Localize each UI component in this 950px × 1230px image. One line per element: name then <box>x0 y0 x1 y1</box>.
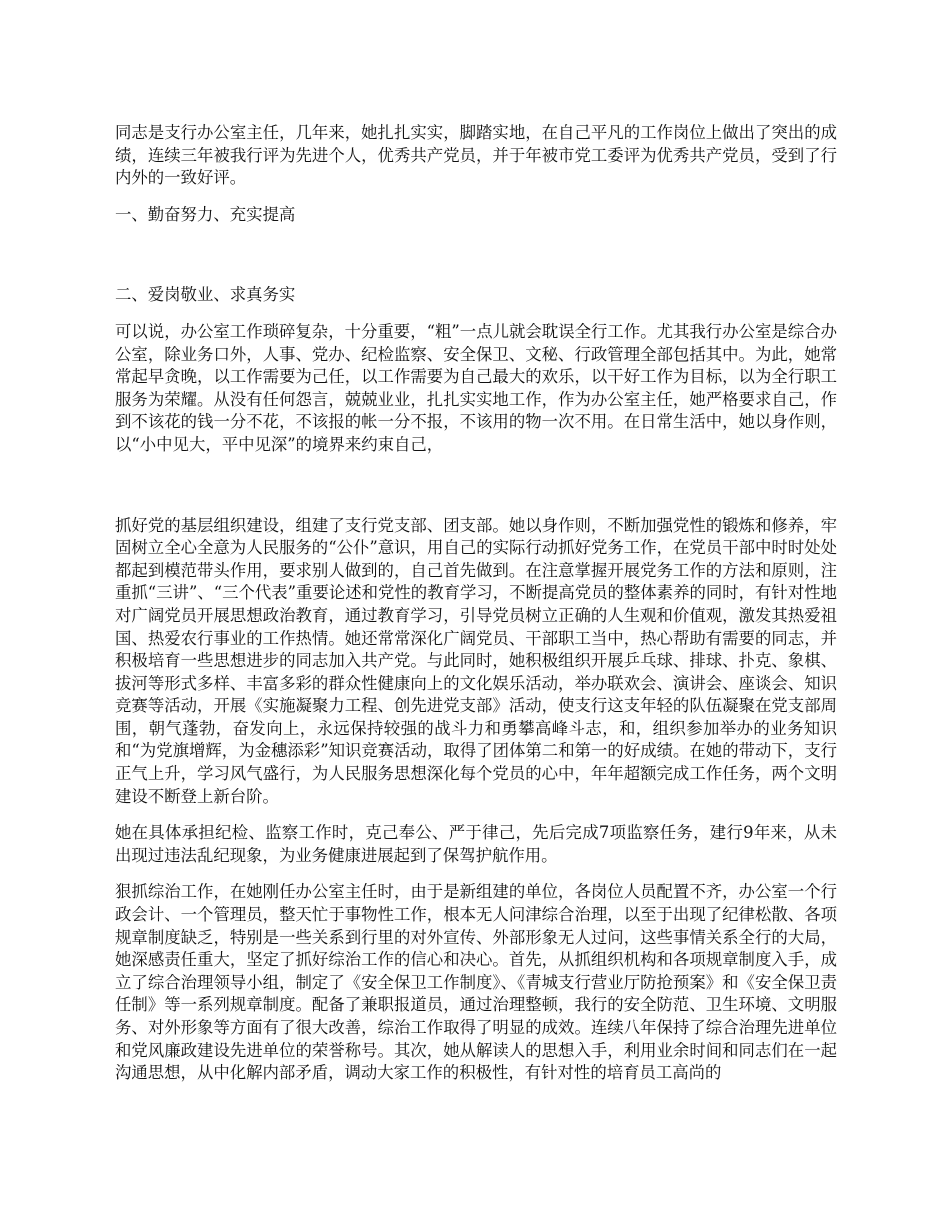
section-heading-1: 一、勤奋努力、充实提高 <box>115 204 296 224</box>
section-heading-2: 二、爱岗敬业、求真务实 <box>115 285 296 305</box>
intro-paragraph: 同志是支行办公室主任，几年来，她扎扎实实，脚踏实地，在自己平凡的工作岗位上做出了突出的成绩，连续三年被我行评为先进个人，优秀共产党员，并于年被市党工委评为优秀共产党员，受到了行内外的一致好评。 <box>115 123 837 188</box>
party-building-paragraph: 抓好党的基层组织建设，组建了支行党支部、团支部。她以身作则，不断加强党性的锻炼和修养，牢固树立全心全意为人民服务的“公仆”意识，用自己的实际行动抓好党务工作，在党员干部中时时处处都起到模范带头作用，要求别人做到的，自己首先做到。在注意掌握开展党务工作的方法和原则，注重抓“三讲”、“三个代表”重要论述和党性的教育学习，不断提高党员的整体素养的同时，有针对性地对广阔党员开展思想政治教育，通过教育学习，引导党员树立正确的人生观和价值观，激发其热爱祖国、热爱农行事业的工作热情。她还常常深化广阔党员、干部职工当中，热心帮助有需要的同志，并积极培育一些思想进步的同志加入共产党。与此同时，她积极组织开展乒乓球、排球、扑克、象棋、拔河等形式多样、丰富多彩的群众性健康向上的文化娱乐活动，举办联欢会、演讲会、座谈会、知识竞赛等活动，开展《实施凝聚力工程、创先进党支部》活动，使支行这支年轻的队伍凝聚在党支部周围，朝气蓬勃，奋发向上，永远保持较强的战斗力和勇攀高峰斗志，和，组织参加举办的业务知识和“为党旗增辉，为金穗添彩”知识竞赛活动，取得了团体第二和第一的好成绩。在她的带动下，支行正气上升，学习风气盛行，为人民服务思想深化每个党员的心中，年年超额完成工作任务，两个文明建设不断登上新台阶。 <box>115 515 837 806</box>
discipline-paragraph: 她在具体承担纪检、监察工作时，克己奉公、严于律己，先后完成7项监察任务，建行9年来，从未出现过违法乱纪现象，为业务健康进展起到了保驾护航作用。 <box>115 823 837 865</box>
office-work-paragraph: 可以说，办公室工作琐碎复杂，十分重要，“粗”一点儿就会耽误全行工作。尤其我行办公室是综合办公室，除业务口外，人事、党办、纪检监察、安全保卫、文秘、行政管理全部包括其中。为此，她常常起早贪晚，以工作需要为己任，以工作需要为自己最大的欢乐，以干好工作为目标，以为全行职工服务为荣耀。从没有任何怨言，兢兢业业，扎扎实实地工作，作为办公室主任，她严格要求自己，作到不该花的钱一分不花，不该报的帐一分不报，不该用的物一次不用。在日常生活中，她以身作则，以“小中见大，平中见深”的境界来约束自己， <box>115 321 837 454</box>
governance-paragraph: 狠抓综治工作，在她刚任办公室主任时，由于是新组建的单位，各岗位人员配置不齐，办公室一个行政会计、一个管理员，整天忙于事物性工作，根本无人问津综合治理，以至于出现了纪律松散、各项规章制度缺乏，特别是一些关系到行里的对外宣传、外部形象无人过问，这些事情关系全行的大局，她深感责任重大，坚定了抓好综治工作的信心和决心。首先，从抓组织机构和各项规章制度入手，成立了综合治理领导小组，制定了《安全保卫工作制度》、《青城支行营业厅防抢预案》和《安全保卫责任制》等一系列规章制度。配备了兼职报道员，通过治理整顿，我行的安全防范、卫生环境、文明服务、对外形象等方面有了很大改善，综治工作取得了明显的成效。连续八年保持了综合治理先进单位和党风廉政建设先进单位的荣誉称号。其次，她从解读人的思想入手，利用业余时间和同志们在一起沟通思想，从中化解内部矛盾，调动大家工作的积极性，有针对性的培育员工高尚的 <box>115 882 837 1083</box>
document-body <box>115 122 837 1085</box>
